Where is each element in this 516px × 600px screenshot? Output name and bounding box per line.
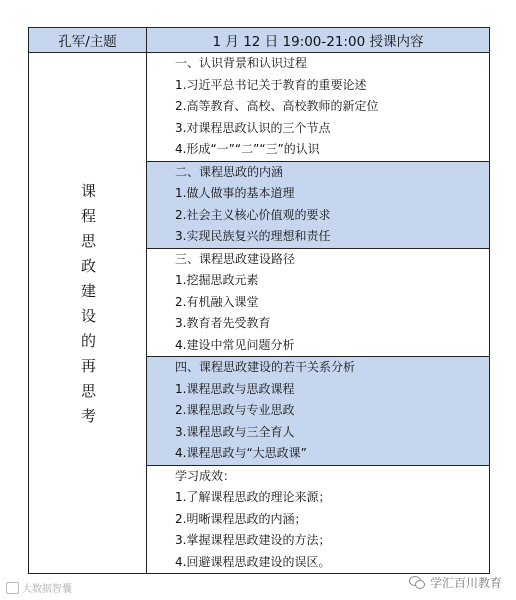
watermark-right-text: 学汇百川教育 [429, 576, 502, 590]
section-2-title: 二、课程思政的内涵 [175, 164, 284, 179]
section-5-item-1: 1.了解课程思政的理论来源； [175, 490, 331, 504]
section-3-title: 三、课程思政建设路径 [175, 251, 296, 266]
section-3-item-2: 2.有机融入课堂 [175, 294, 259, 309]
section-4-item-4: 4.课程思政与“大思政课” [175, 446, 307, 460]
section-4-item-2: 2.课程思政与专业思政 [175, 403, 295, 417]
section-4 [147, 357, 490, 466]
header-instructor-topic: 孔军/主题 [29, 28, 147, 53]
wechat-icon [409, 576, 425, 589]
section-2 [147, 161, 490, 248]
section-5-item-3: 3.掌握课程思政建设的方法； [175, 533, 331, 547]
section-1-title: 一、认识背景和认识过程 [175, 56, 308, 70]
section-3-item-4: 4.建设中常见问题分析 [175, 337, 295, 352]
schedule-table [28, 27, 490, 574]
header-datetime-content: 1 月 12 日 19:00-21:00 授课内容 [147, 28, 490, 53]
section-2-item-2: 2.社会主义核心价值观的要求 [175, 207, 331, 222]
section-5-title: 学习成效： [175, 468, 236, 483]
header-row [29, 28, 490, 53]
section-2-item-3: 3.实现民族复兴的理想和责任 [175, 229, 331, 243]
section-4-item-3: 3.课程思政与三全育人 [175, 424, 295, 439]
section-5-item-2: 2.明晰课程思政的内涵； [175, 511, 307, 526]
topic-cell [29, 53, 147, 574]
section-1-item-1: 1.习近平总书记关于教育的重要论述 [175, 77, 367, 92]
section-4-title: 四、课程思政建设的若干关系分析 [175, 360, 356, 374]
schedule-table-container [28, 27, 490, 572]
topic-vertical-text: 课程思政建设的再思考 [79, 183, 97, 433]
section-1-item-4: 4.形成“一”“二”“三”的认识 [175, 142, 320, 156]
watermark-logo-icon [6, 582, 19, 594]
content-row-1 [29, 53, 490, 162]
section-3-item-1: 1.挖掘思政元素 [175, 273, 259, 287]
section-4-item-1: 1.课程思政与思政课程 [175, 381, 295, 396]
section-5 [147, 465, 490, 574]
section-1-item-3: 3.对课程思政认识的三个节点 [175, 120, 331, 135]
section-3 [147, 248, 490, 357]
section-2-item-1: 1.做人做事的基本道理 [175, 186, 295, 200]
section-3-item-3: 3.教育者先受教育 [175, 316, 271, 330]
section-1 [147, 53, 490, 162]
section-5-item-4: 4.回避课程思政建设的误区。 [175, 554, 331, 569]
watermark-left [6, 580, 72, 595]
watermark-left-text: 大数据智囊 [22, 584, 72, 595]
watermark-right [409, 574, 502, 591]
section-1-item-2: 2.高等教育、高校、高校教师的新定位 [175, 99, 379, 113]
